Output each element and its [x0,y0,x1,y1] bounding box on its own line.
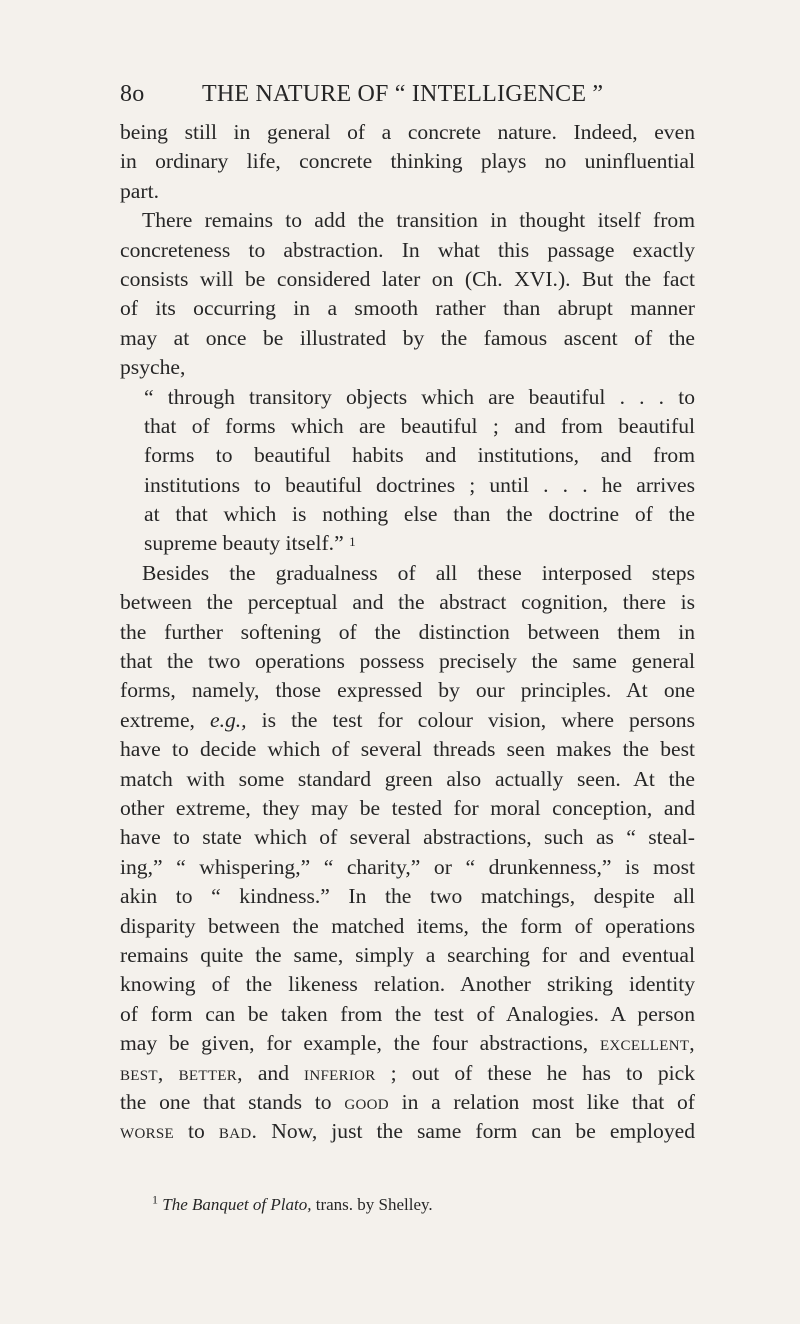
text-line [120,1088,695,1117]
footnote [152,1194,433,1216]
small-caps-word: best, [120,1060,164,1085]
text-line: have to decide which of several threads seen makes the best [120,737,695,762]
body-text [120,118,695,1147]
text-line [120,706,695,735]
text-fragment: may be given, for example, the four abstractions, [120,1031,600,1056]
text-fragment: the one that stands to [120,1089,345,1114]
text-line: knowing of the likeness relation. Another striking identity [120,972,695,997]
text-line: being still in general of a concrete nature. Indeed, even [120,120,695,144]
small-caps-word: better, [178,1060,243,1085]
page-number: 8o [120,81,145,107]
quote-line: “ through transitory objects which are beautiful . . . to [144,384,695,409]
text-line: ing,” “ whispering,” “ charity,” or “ drunkenness,” is most [120,854,695,879]
text-line: part. [120,178,159,203]
text-fragment: Now, just the same form can be employed [257,1119,696,1144]
quote-line: that of forms which are beautiful ; and from beautiful [144,413,695,438]
text-line: of form can be taken from the test of Analogies. A person [120,1001,695,1026]
text-line: in ordinary life, concrete thinking plays no uninfluential [120,149,695,174]
text-fragment: extreme, [120,707,210,732]
text-line: psyche, [120,355,186,380]
text-fragment: and [242,1060,305,1085]
text-fragment: to [174,1119,219,1144]
text-line: of its occurring in a smooth rather than abrupt manner [120,296,695,321]
quote-line [120,529,695,558]
quote-line: institutions to beautiful doctrines ; until . . . he arrives [144,472,695,497]
text-line [120,1117,695,1146]
footnote-text: trans. by Shelley. [311,1195,433,1214]
text-line: Besides the gradualness of all these interposed steps [142,560,695,585]
text-line: other extreme, they may be tested for moral conception, and [120,795,695,820]
small-caps-word: worse [120,1119,174,1144]
text-line [120,1059,695,1088]
quote-line: at that which is nothing else than the doctrine of the [144,502,695,527]
text-fragment: in a relation most like that of [388,1089,695,1114]
text-line: have to state which of several abstractions, such as “ steal- [120,825,695,850]
footnote-reference: 1 [349,534,356,550]
text-line: the further softening of the distinction between them in [120,619,695,644]
text-line: There remains to add the transition in thought itself from [142,208,695,233]
text-fragment: ; out of these he has to pick [375,1060,695,1085]
text-line: between the perceptual and the abstract cognition, there is [120,590,695,615]
text-line: forms, namely, those expressed by our principles. At one [120,678,695,703]
text-line: concreteness to abstraction. In what this passage exactly [120,237,695,262]
italic-abbrev: e.g., [210,707,247,732]
text-line: match with some standard green also actually seen. At the [120,766,695,791]
text-fragment: is the test for colour vision, where persons [246,707,696,732]
text-line [120,1029,695,1058]
text-line: remains quite the same, simply a searching for and eventual [120,942,695,967]
running-title: THE NATURE OF “ INTELLIGENCE ” [202,81,604,107]
small-caps-word: excellent, [599,1031,695,1056]
small-caps-word: good [344,1089,389,1114]
quote-text: supreme beauty itself.” [144,531,344,556]
small-caps-word: bad. [218,1119,258,1144]
small-caps-word: inferior [304,1060,376,1085]
text-line: that the two operations possess precisely the same general [120,649,695,674]
footnote-title: The Banquet of Plato, [162,1195,312,1214]
block-quote [120,383,695,559]
text-line: akin to “ kindness.” In the two matchings, despite all [120,884,695,909]
quote-line: forms to beautiful habits and institutions, and from [144,443,695,468]
text-line: disparity between the matched items, the form of operations [120,913,695,938]
text-line: consists will be considered later on (Ch. XVI.). But the fact [120,266,695,291]
text-line: may at once be illustrated by the famous ascent of the [120,325,695,350]
footnote-marker: 1 [152,1192,158,1207]
